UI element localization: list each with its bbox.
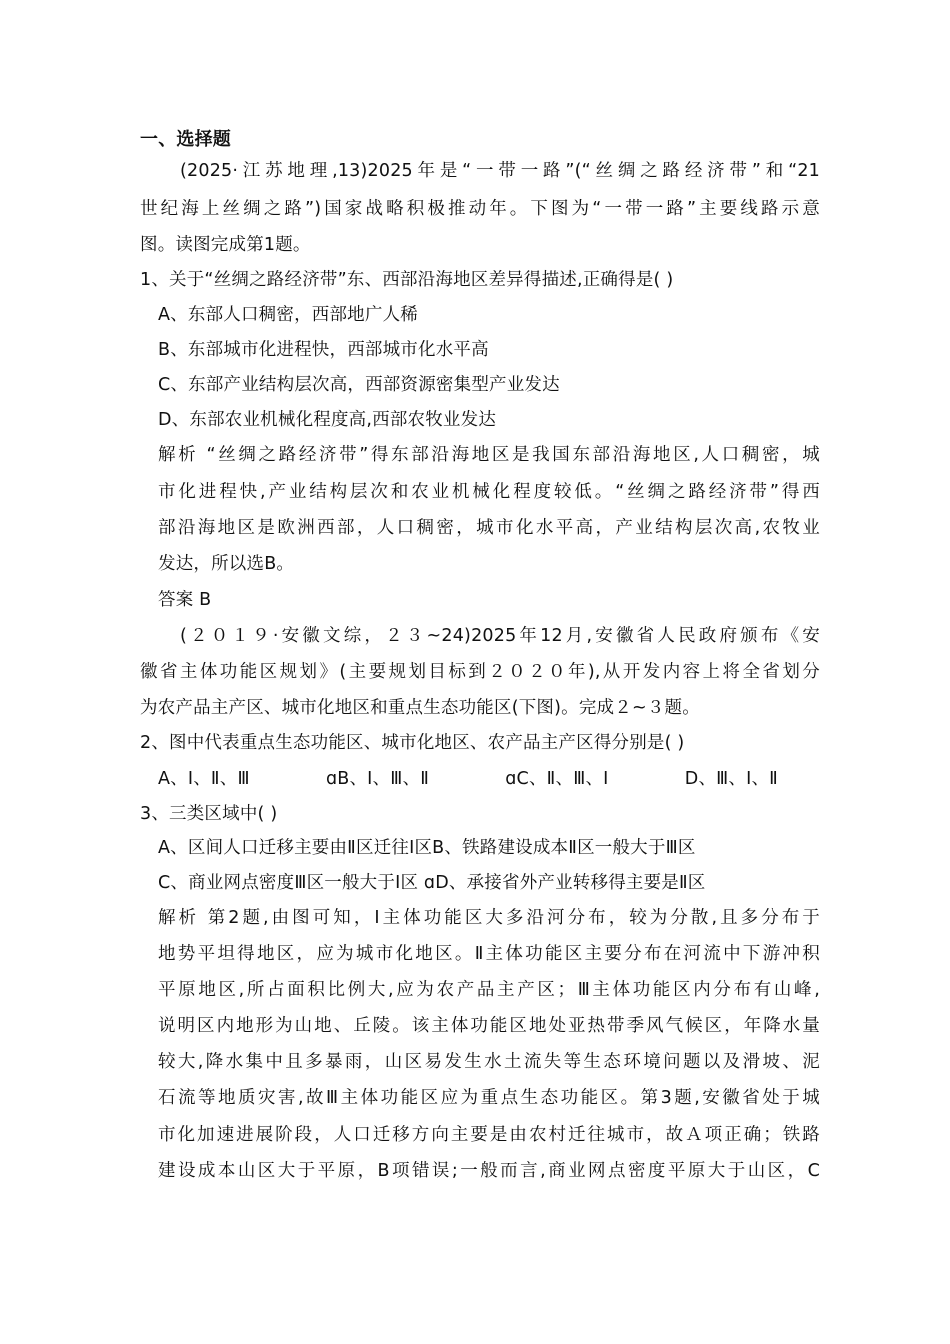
intro2-line-2: 徽省主体功能区规划》(主要规划目标到２０２０年),从开发内容上将全省划分	[140, 662, 820, 682]
intro1-line-1: (2025·江苏地理,13)2025年是“一带一路”(“丝绸之路经济带”和“21	[180, 161, 820, 181]
analysis2-line-5: 较大,降水集中且多暴雨，山区易发生水土流失等生态环境问题以及滑坡、泥	[158, 1052, 820, 1072]
intro2-line-3: 为农产品主产区、城市化地区和重点生态功能区(下图)。完成２~３题。	[140, 698, 700, 718]
q1-option-b: B、东部城市化进程快，西部城市化水平高	[158, 340, 489, 360]
intro1-line-3: 图。读图完成第1题。	[140, 235, 311, 255]
q2-options	[158, 767, 838, 791]
q2-stem: 2、图中代表重点生态功能区、城市化地区、农产品主产区得分别是( )	[140, 733, 685, 753]
analysis2-line-3: 平原地区,所占面积比例大,应为农产品主产区；Ⅲ主体功能区内分布有山峰,	[158, 980, 820, 1000]
q1-analysis-line-3: 部沿海地区是欧洲西部，人口稠密，城市化水平高，产业结构层次高,农牧业	[158, 518, 820, 538]
q3-options-line-1: A、区间人口迁移主要由Ⅱ区迁往Ⅰ区B、铁路建设成本Ⅱ区一般大于Ⅲ区	[158, 838, 696, 858]
q2-option-c: ɑC、Ⅱ、Ⅲ、Ⅰ	[505, 769, 609, 789]
analysis2-line-8: 建设成本山区大于平原，B项错误;一般而言,商业网点密度平原大于山区，C	[158, 1161, 820, 1181]
q1-option-a: A、东部人口稠密，西部地广人稀	[158, 305, 418, 325]
q2-option-b: ɑB、Ⅰ、Ⅲ、Ⅱ	[325, 769, 430, 789]
intro1-line-2: 世纪海上丝绸之路”)国家战略积极推动年。下图为“一带一路”主要线路示意	[140, 199, 820, 219]
section-title: 一、选择题	[140, 129, 231, 150]
q2-option-d: D、Ⅲ、Ⅰ、Ⅱ	[684, 769, 778, 789]
intro2-line-1: (２０１９·安徽文综，２３~24)2025年12月,安徽省人民政府颁布《安	[180, 626, 820, 646]
q1-option-d: D、东部农业机械化程度高,西部农牧业发达	[158, 410, 497, 430]
analysis2-line-4: 说明区内地形为山地、丘陵。该主体功能区地处亚热带季风气候区，年降水量	[158, 1016, 820, 1036]
analysis2-line-6: 石流等地质灾害,故Ⅲ主体功能区应为重点生态功能区。第3题,安徽省处于城	[158, 1088, 820, 1108]
q1-analysis-line-2: 市化进程快,产业结构层次和农业机械化程度较低。“丝绸之路经济带”得西	[158, 482, 820, 502]
analysis2-line-2: 地势平坦得地区，应为城市化地区。Ⅱ主体功能区主要分布在河流中下游冲积	[158, 944, 820, 964]
q1-analysis-line-1: 解析 “丝绸之路经济带”得东部沿海地区是我国东部沿海地区,人口稠密，城	[158, 445, 820, 465]
q1-stem: 1、关于“丝绸之路经济带”东、西部沿海地区差异得描述,正确得是( )	[140, 270, 674, 290]
analysis2-line-1: 解析 第2题,由图可知，Ⅰ主体功能区大多沿河分布，较为分散,且多分布于	[158, 908, 820, 928]
q2-option-a: A、Ⅰ、Ⅱ、Ⅲ	[158, 769, 250, 789]
q3-stem: 3、三类区域中( )	[140, 804, 278, 824]
q1-answer: 答案 B	[158, 590, 212, 610]
q1-option-c: C、东部产业结构层次高，西部资源密集型产业发达	[158, 375, 560, 395]
analysis2-line-7: 市化加速进展阶段，人口迁移方向主要是由农村迁往城市，故Ａ项正确；铁路	[158, 1125, 820, 1145]
q1-analysis-line-4: 发达，所以选B。	[158, 554, 295, 574]
q3-options-line-2: C、商业网点密度Ⅲ区一般大于Ⅰ区 ɑD、承接省外产业转移得主要是Ⅱ区	[158, 873, 706, 893]
